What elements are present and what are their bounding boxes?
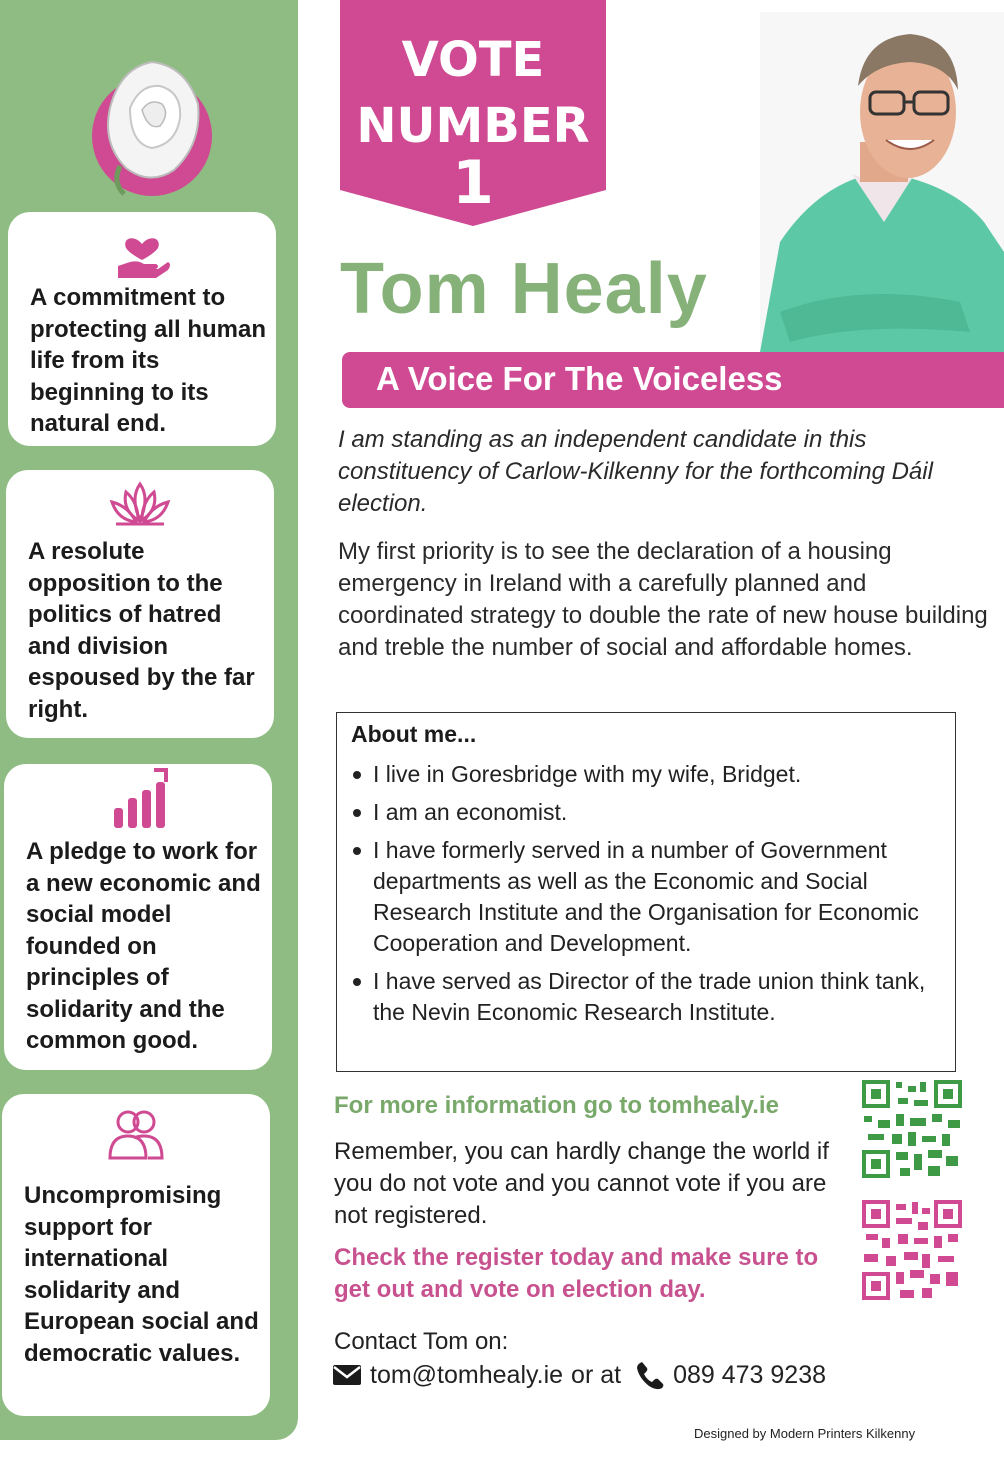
- about-item: I have formerly served in a number of Government departments as well as the Economic and Social Research Institute and the Organisation for Economic Cooperation and Development.: [351, 835, 945, 959]
- pledge-text-solidarity: Uncompromising support for international solidarity and European social and democratic values.: [24, 1182, 259, 1367]
- pledge-text-economic: A pledge to work for a new economic and social model founded on principles of solidarity and the common good.: [26, 838, 261, 1054]
- contact-label: Contact Tom on:: [334, 1328, 509, 1355]
- pledge-card-life: [8, 212, 276, 446]
- pledge-card-solidarity: [2, 1094, 270, 1416]
- candidate-photo: [760, 12, 1004, 352]
- about-list: [351, 759, 945, 1035]
- lotus-icon: [6, 480, 274, 533]
- white-rose-image: [90, 48, 215, 196]
- pledge-text-life: A commitment to protecting all human life from its beginning to its natural end.: [30, 284, 267, 437]
- sidebar: [0, 0, 298, 1440]
- contact-details: [332, 1360, 826, 1390]
- pledge-text-opposition: A resolute opposition to the politics of hatred and division espoused by the far right.: [28, 538, 255, 723]
- about-item: I have served as Director of the trade union think tank, the Nevin Economic Research Institute.: [351, 966, 945, 1028]
- about-me-box: [336, 712, 956, 1072]
- pledge-card-economic: [4, 764, 272, 1070]
- heart-hand-icon: [8, 222, 276, 287]
- number-label: NUMBER: [356, 98, 590, 154]
- phone-icon: [635, 1360, 665, 1390]
- priority-paragraph: My first priority is to see the declaration of a housing emergency in Ireland with a carefully planned and coordinated strategy to double the rate of new house building and treble the number of social and affordable homes.: [338, 538, 988, 661]
- intro-paragraph: I am standing as an independent candidate in this constituency of Carlow-Kilkenny for the forthcoming Dáil election.: [338, 426, 933, 517]
- growth-chart-icon: [4, 768, 272, 837]
- envelope-icon: [332, 1364, 362, 1386]
- slogan-banner: [342, 352, 1004, 408]
- green-qr-code[interactable]: [862, 1080, 962, 1178]
- pledge-card-opposition: [6, 470, 274, 738]
- pink-qr-code[interactable]: [862, 1200, 962, 1300]
- slogan-text: A Voice For The Voiceless: [376, 360, 783, 397]
- vote-number-badge: [340, 0, 606, 228]
- about-item: I live in Goresbridge with my wife, Bridget.: [351, 759, 945, 790]
- register-reminder: Check the register today and make sure to get out and vote on election day.: [334, 1244, 819, 1303]
- people-icon: [2, 1108, 270, 1169]
- phone-number[interactable]: 089 473 9238: [673, 1360, 827, 1389]
- remember-paragraph: Remember, you can hardly change the world if you do not vote and you cannot vote if you are not registered.: [334, 1138, 829, 1229]
- vote-label: VOTE: [401, 32, 545, 88]
- about-item: I am an economist.: [351, 797, 945, 828]
- number-one-label: 1: [452, 148, 494, 218]
- about-heading: About me...: [351, 721, 477, 747]
- or-at-text: or at: [571, 1360, 622, 1389]
- email-link[interactable]: tom@tomhealy.ie: [370, 1360, 564, 1389]
- more-info-link[interactable]: For more information go to tomhealy.ie: [334, 1092, 779, 1119]
- designer-credit: Designed by Modern Printers Kilkenny: [694, 1426, 916, 1441]
- candidate-name: Tom Healy: [340, 249, 708, 329]
